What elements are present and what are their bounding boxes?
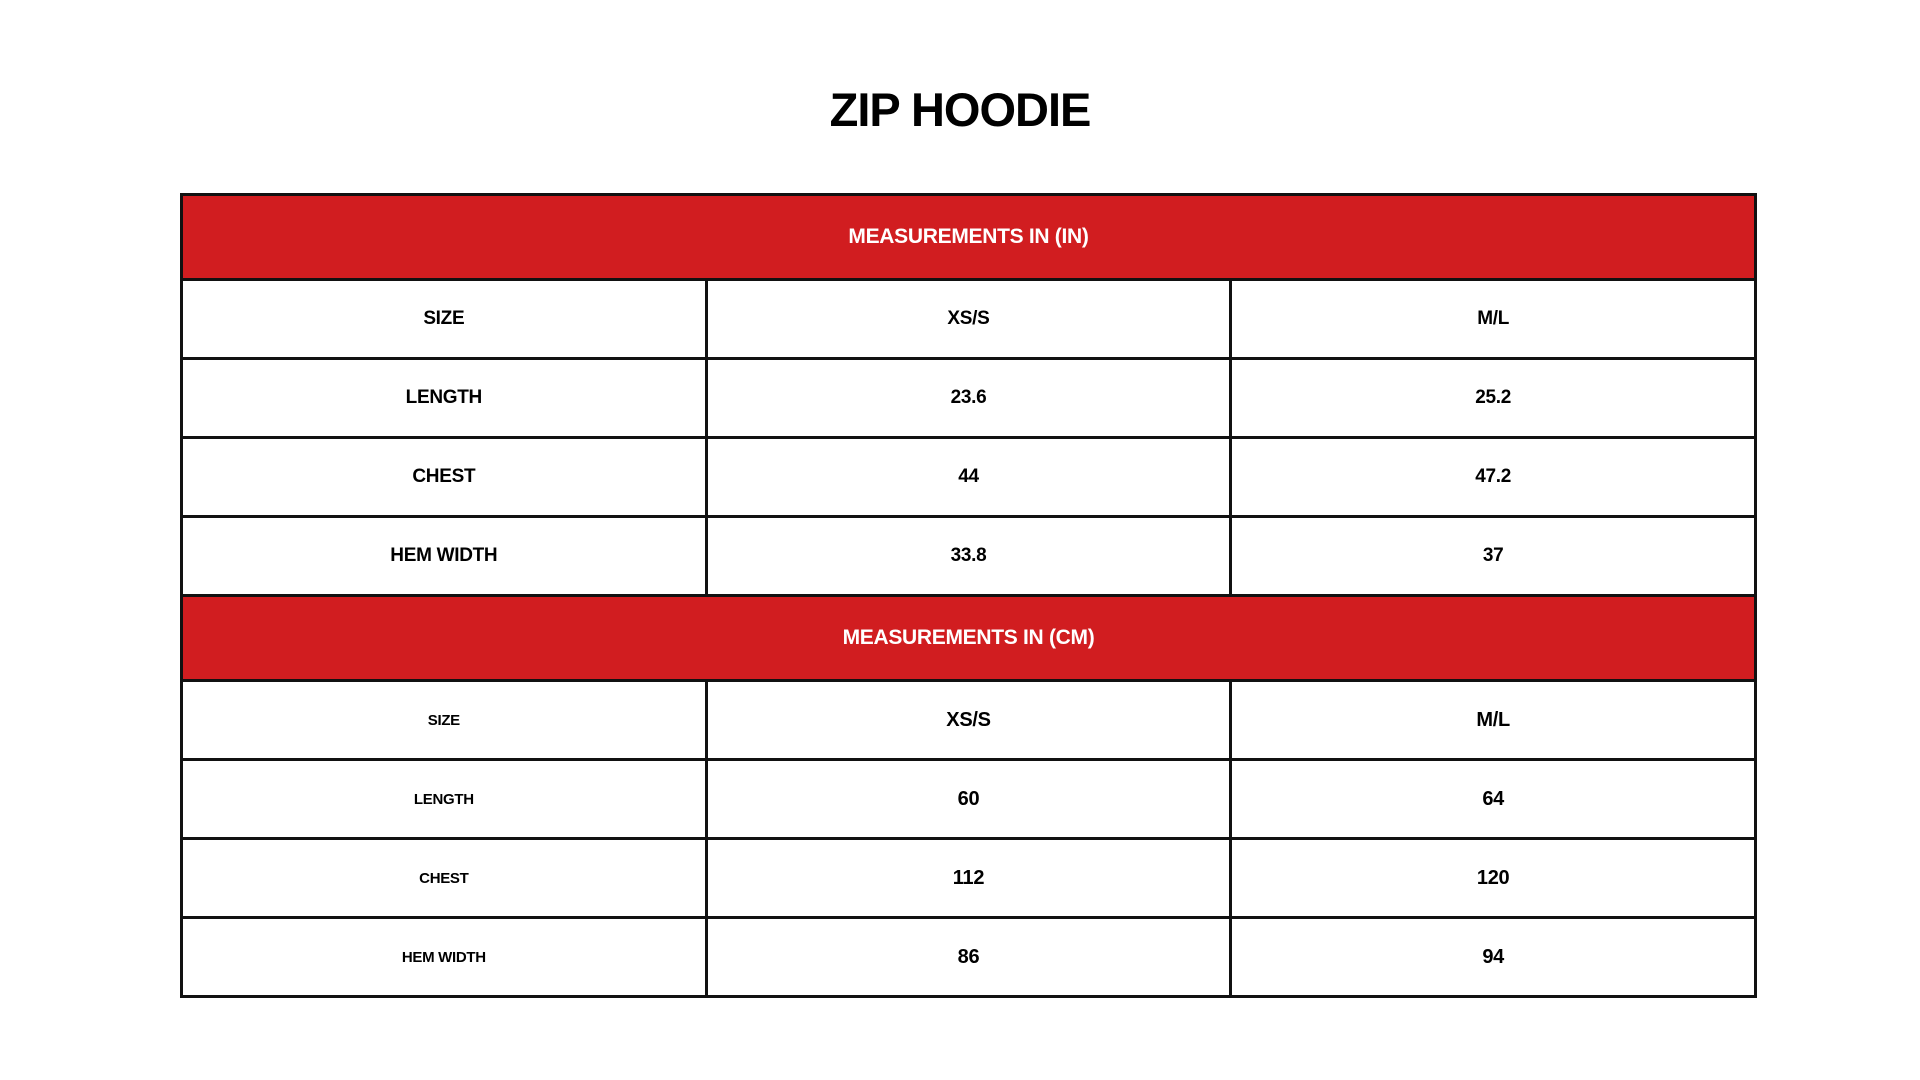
- inches-section-header-row: [182, 195, 1756, 280]
- size-column-xs-s: XS/S: [706, 681, 1231, 760]
- row-label-length: LENGTH: [182, 760, 707, 839]
- table-row: [182, 359, 1756, 438]
- table-row: [182, 760, 1756, 839]
- row-label-hem-width: HEM WIDTH: [182, 918, 707, 997]
- length-xs-s-cell: 23.6: [706, 359, 1231, 438]
- table-row: [182, 681, 1756, 760]
- table-row: [182, 280, 1756, 359]
- centimeters-section-header: MEASUREMENTS IN (CM): [182, 596, 1756, 681]
- centimeters-section-header-row: [182, 596, 1756, 681]
- length-xs-s-cell: 60: [706, 760, 1231, 839]
- row-label-chest: CHEST: [182, 438, 707, 517]
- page-title: ZIP HOODIE: [829, 83, 1091, 136]
- table-row: [182, 839, 1756, 918]
- size-column-m-l: M/L: [1231, 280, 1756, 359]
- table-row: [182, 438, 1756, 517]
- row-label-size: SIZE: [182, 681, 707, 760]
- chest-xs-s-cell: 112: [706, 839, 1231, 918]
- size-chart-table: [180, 193, 1757, 998]
- size-column-xs-s: XS/S: [706, 280, 1231, 359]
- size-column-m-l: M/L: [1231, 681, 1756, 760]
- hem-width-m-l-cell: 37: [1231, 517, 1756, 596]
- length-m-l-cell: 25.2: [1231, 359, 1756, 438]
- row-label-hem-width: HEM WIDTH: [182, 517, 707, 596]
- chest-m-l-cell: 47.2: [1231, 438, 1756, 517]
- hem-width-xs-s-cell: 33.8: [706, 517, 1231, 596]
- row-label-length: LENGTH: [182, 359, 707, 438]
- chest-xs-s-cell: 44: [706, 438, 1231, 517]
- table-row: [182, 517, 1756, 596]
- chest-m-l-cell: 120: [1231, 839, 1756, 918]
- table-row: [182, 918, 1756, 997]
- hem-width-m-l-cell: 94: [1231, 918, 1756, 997]
- length-m-l-cell: 64: [1231, 760, 1756, 839]
- inches-section-header: MEASUREMENTS IN (IN): [182, 195, 1756, 280]
- row-label-chest: CHEST: [182, 839, 707, 918]
- hem-width-xs-s-cell: 86: [706, 918, 1231, 997]
- row-label-size: SIZE: [182, 280, 707, 359]
